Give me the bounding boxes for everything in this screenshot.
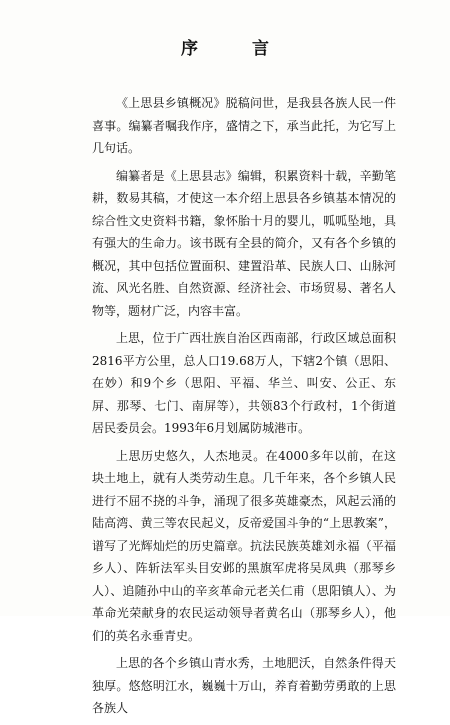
paragraph-1: 《上思县乡镇概况》脱稿问世，是我县各族人民一件喜事。编纂者嘱我作序，盛情之下，承当此托，为它写上几句话。 xyxy=(92,96,396,155)
paragraph-2: 编纂者是《上思县志》编辑，积累资料十载，辛勤笔耕，数易其稿，才使这一本介绍上思县各乡镇基本情况的综合性文史资料书籍，象怀胎十月的婴儿，呱呱坠地，具有强大的生命力。该书既有全县的简介，又有各个乡镇的概况，其中包括位置面积、建置沿革、民族人口、山脉河流、风光名胜、自然资源、经济社会、市场贸易、著名人物等，题材广泛，内容丰富。 xyxy=(92,168,396,318)
body-text xyxy=(92,92,396,725)
page-title: 序 言 xyxy=(181,39,293,59)
paragraph-3: 上思，位于广西壮族自治区西南部，行政区域总面积2816平方公里，总人口19.68万人，下辖2个镇（思阳、在妙）和9个乡（思阳、平福、华兰、叫安、公正、东屏、那琴、七门、南屏等），共领83个行政村，1个街道居民委员会。1993年6月划属防城港市。 xyxy=(92,331,396,435)
paragraph-4: 上思历史悠久，人杰地灵。在4000多年以前，在这块土地上，就有人类劳动生息。几千年来，各个乡镇人民进行不屈不挠的斗争，涌现了很多英雄豪杰，风起云涌的陆高湾、黄三等农民起义，反帝爱国斗争的“上思教案”，谱写了光辉灿烂的历史篇章。抗法民族英雄刘永福（平福乡人）、阵斩法军头目安邺的黑旗军虎将吴凤典（那琴乡人）、追随孙中山的辛亥革命元老关仁甫（思阳镇人）、为革命光荣献身的农民运动领导者黄名山（那琴乡人），他们的英名永垂青史。 xyxy=(92,448,396,643)
paragraph-5: 上思的各个乡镇山青水秀，土地肥沃，自然条件得天独厚。悠悠明江水，巍巍十万山，养育着勤劳勇敢的上思各族人 xyxy=(92,656,396,715)
